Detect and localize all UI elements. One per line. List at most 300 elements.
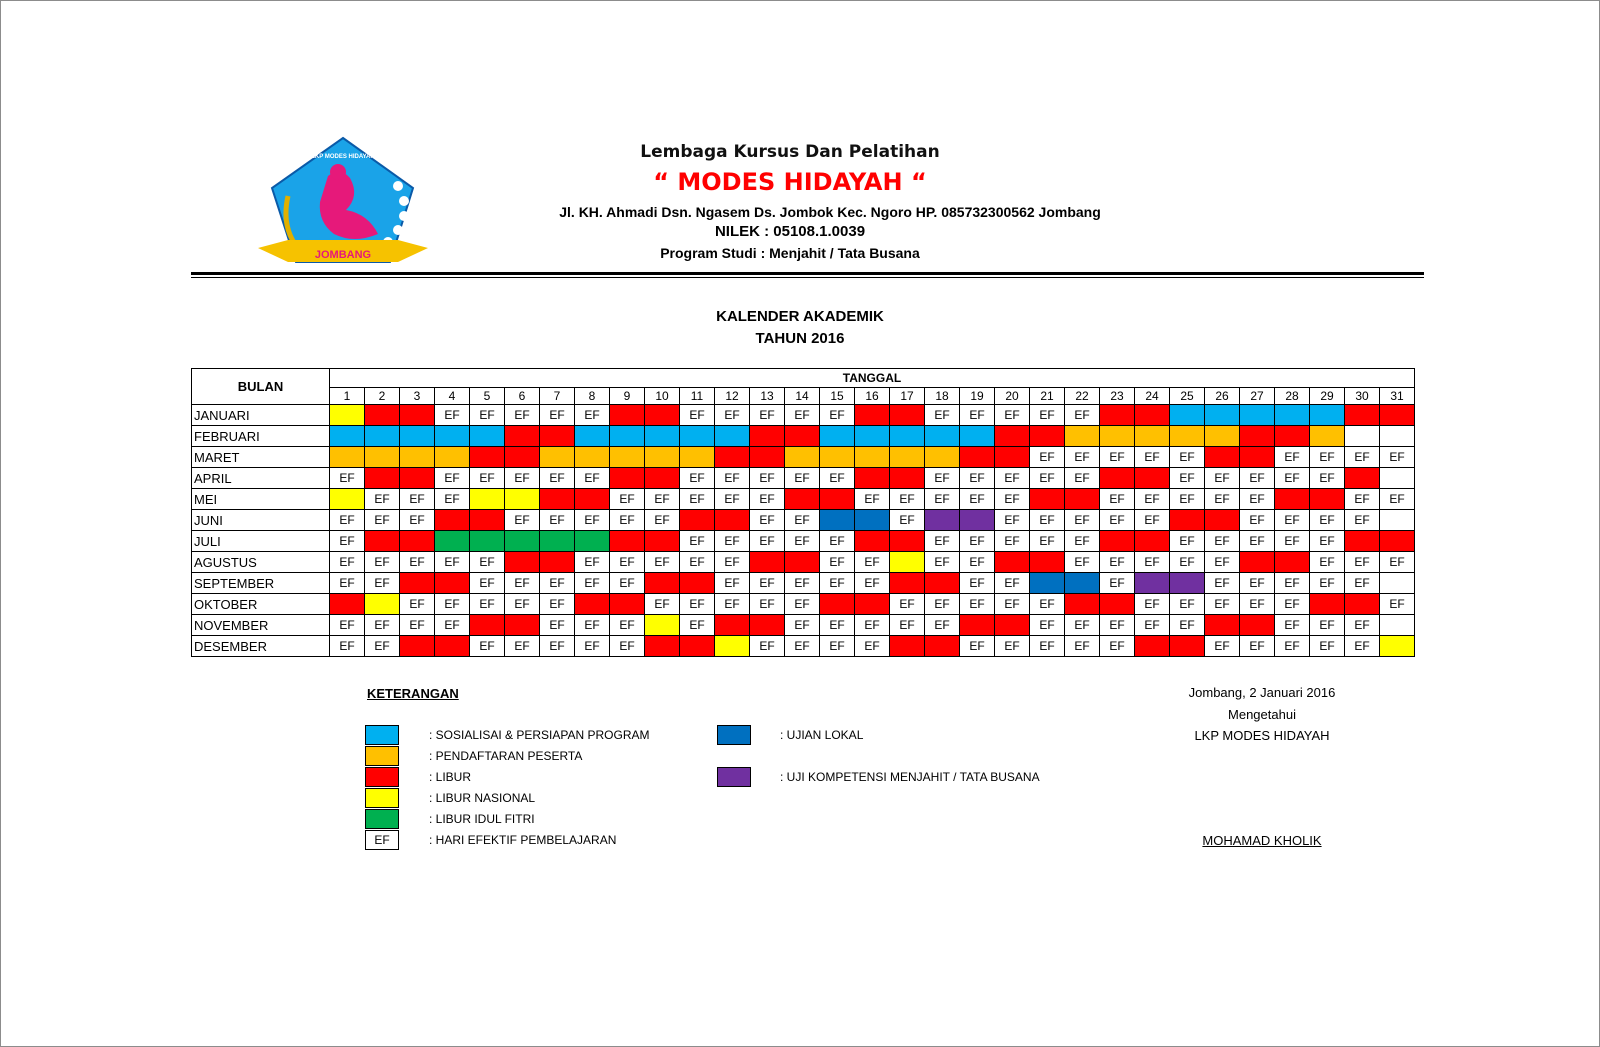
day-cell (505, 531, 540, 552)
day-cell: EF (1100, 573, 1135, 594)
day-cell (365, 447, 400, 468)
signature-place-date: Jombang, 2 Januari 2016 (1188, 685, 1336, 700)
day-cell (505, 447, 540, 468)
day-cell: EF (1240, 489, 1275, 510)
day-cell: EF (960, 594, 995, 615)
day-cell: EF (1275, 510, 1310, 531)
month-row-februari (192, 426, 1415, 447)
day-cell (435, 636, 470, 657)
day-cell (1380, 636, 1415, 657)
day-cell: EF (645, 594, 680, 615)
day-cell (960, 426, 995, 447)
day-cell: EF (1065, 552, 1100, 573)
day-cell: EF (1205, 489, 1240, 510)
legend-label-idul-fitri: : LIBUR IDUL FITRI (429, 812, 535, 826)
day-cell (995, 426, 1030, 447)
day-cell: EF (1380, 594, 1415, 615)
legend-label-uji-kompetensi: : UJI KOMPETENSI MENJAHIT / TATA BUSANA (780, 770, 1040, 784)
month-name: SEPTEMBER (192, 573, 330, 594)
day-cell (470, 510, 505, 531)
day-cell: EF (820, 636, 855, 657)
day-cell (1345, 426, 1380, 447)
day-cell (1030, 552, 1065, 573)
day-cell (575, 489, 610, 510)
day-cell: EF (610, 489, 645, 510)
day-cell (925, 447, 960, 468)
day-header-13: 13 (750, 388, 785, 405)
day-header-5: 5 (470, 388, 505, 405)
day-cell: EF (1030, 405, 1065, 426)
legend-label-sosialisasi: : SOSIALISAI & PERSIAPAN PROGRAM (429, 728, 650, 742)
day-cell (1170, 510, 1205, 531)
day-cell: EF (1310, 447, 1345, 468)
day-cell (1345, 531, 1380, 552)
day-cell: EF (470, 636, 505, 657)
day-cell: EF (715, 531, 750, 552)
day-cell (330, 405, 365, 426)
day-cell (1345, 405, 1380, 426)
day-cell (855, 447, 890, 468)
day-cell: EF (1135, 447, 1170, 468)
day-cell: EF (540, 573, 575, 594)
day-cell (470, 447, 505, 468)
day-cell (995, 552, 1030, 573)
study-program: Program Studi : Menjahit / Tata Busana (660, 245, 920, 261)
day-cell (855, 405, 890, 426)
day-cell: EF (925, 489, 960, 510)
day-cell: EF (820, 531, 855, 552)
day-cell: EF (575, 573, 610, 594)
day-cell: EF (1380, 489, 1415, 510)
logo-text-bottom: JOMBANG (314, 249, 372, 261)
day-cell: EF (1170, 489, 1205, 510)
day-cell (470, 615, 505, 636)
day-cell (365, 531, 400, 552)
day-cell (435, 573, 470, 594)
day-cell (540, 489, 575, 510)
day-cell: EF (575, 468, 610, 489)
month-row-mei (192, 489, 1415, 510)
day-cell: EF (1030, 468, 1065, 489)
day-cell (1170, 573, 1205, 594)
day-cell: EF (1170, 552, 1205, 573)
day-cell (1100, 531, 1135, 552)
day-cell: EF (330, 615, 365, 636)
day-header-30: 30 (1345, 388, 1380, 405)
day-cell: EF (400, 510, 435, 531)
day-cell: EF (1310, 552, 1345, 573)
day-cell: EF (330, 468, 365, 489)
day-cell: EF (750, 405, 785, 426)
day-cell: EF (1065, 468, 1100, 489)
day-cell: EF (1030, 636, 1065, 657)
legend-title: KETERANGAN (367, 686, 459, 701)
legend-swatch-sosialisasi (365, 725, 399, 745)
day-cell (1345, 594, 1380, 615)
day-cell: EF (995, 489, 1030, 510)
day-cell: EF (1345, 510, 1380, 531)
day-cell: EF (400, 615, 435, 636)
institution-nilek: NILEK : 05108.1.0039 (714, 223, 866, 240)
day-cell (575, 426, 610, 447)
day-cell (1205, 615, 1240, 636)
day-header-9: 9 (610, 388, 645, 405)
day-cell (1100, 594, 1135, 615)
day-cell (715, 510, 750, 531)
day-cell: EF (1205, 636, 1240, 657)
day-header-4: 4 (435, 388, 470, 405)
day-cell: EF (785, 573, 820, 594)
day-cell (715, 615, 750, 636)
day-cell: EF (1065, 447, 1100, 468)
day-cell: EF (1240, 636, 1275, 657)
day-cell (890, 636, 925, 657)
day-cell: EF (680, 594, 715, 615)
day-cell (610, 468, 645, 489)
day-cell: EF (540, 510, 575, 531)
day-cell: EF (960, 552, 995, 573)
day-cell: EF (960, 573, 995, 594)
legend-label-hari-efektif: : HARI EFEKTIF PEMBELAJARAN (429, 833, 617, 847)
day-cell: EF (470, 573, 505, 594)
day-cell: EF (1310, 510, 1345, 531)
day-cell: EF (1100, 615, 1135, 636)
day-cell: EF (1240, 510, 1275, 531)
day-cell: EF (750, 531, 785, 552)
day-cell: EF (995, 468, 1030, 489)
day-cell: EF (1170, 594, 1205, 615)
day-cell (1275, 552, 1310, 573)
day-cell: EF (1240, 468, 1275, 489)
month-row-desember (192, 636, 1415, 657)
day-cell: EF (995, 405, 1030, 426)
legend-swatch-libur-nasional (365, 788, 399, 808)
day-cell (645, 405, 680, 426)
day-cell (750, 552, 785, 573)
day-cell: EF (330, 552, 365, 573)
day-cell: EF (505, 636, 540, 657)
signature-name (1150, 833, 1374, 848)
day-cell: EF (1100, 510, 1135, 531)
day-cell (1205, 426, 1240, 447)
month-name: JULI (192, 531, 330, 552)
day-cell (1240, 447, 1275, 468)
day-cell (715, 447, 750, 468)
day-cell (1380, 573, 1415, 594)
day-header-31: 31 (1380, 388, 1415, 405)
day-cell: EF (820, 552, 855, 573)
day-cell: EF (995, 636, 1030, 657)
day-header-29: 29 (1310, 388, 1345, 405)
day-cell (715, 426, 750, 447)
day-cell (785, 426, 820, 447)
day-cell (575, 447, 610, 468)
day-cell (925, 510, 960, 531)
day-cell: EF (1310, 636, 1345, 657)
day-cell: EF (750, 636, 785, 657)
day-cell: EF (820, 615, 855, 636)
legend-label-ujian-lokal: : UJIAN LOKAL (780, 728, 864, 742)
day-cell (750, 615, 785, 636)
day-cell: EF (505, 594, 540, 615)
day-cell: EF (1275, 594, 1310, 615)
day-cell (400, 447, 435, 468)
day-cell: EF (610, 552, 645, 573)
signature-known-by: Mengetahui (1228, 707, 1296, 722)
day-cell (995, 447, 1030, 468)
day-header-20: 20 (995, 388, 1030, 405)
day-cell (1345, 468, 1380, 489)
day-cell (610, 447, 645, 468)
day-cell (1380, 405, 1415, 426)
day-cell (855, 468, 890, 489)
day-cell (925, 426, 960, 447)
day-cell: EF (1030, 510, 1065, 531)
day-cell: EF (855, 573, 890, 594)
month-row-september (192, 573, 1415, 594)
day-cell (890, 405, 925, 426)
day-cell: EF (715, 405, 750, 426)
legend-swatch-uji-kompetensi (717, 767, 751, 787)
month-name: AGUSTUS (192, 552, 330, 573)
day-cell: EF (1205, 468, 1240, 489)
day-cell: EF (575, 405, 610, 426)
day-cell: EF (540, 615, 575, 636)
day-header-3: 3 (400, 388, 435, 405)
day-cell: EF (750, 510, 785, 531)
day-cell: EF (960, 489, 995, 510)
month-row-agustus (192, 552, 1415, 573)
calendar-year: TAHUN 2016 (755, 330, 845, 347)
day-cell (575, 594, 610, 615)
day-cell: EF (365, 573, 400, 594)
day-cell: EF (470, 405, 505, 426)
header-divider-thick (191, 272, 1424, 275)
day-header-15: 15 (820, 388, 855, 405)
day-cell (820, 489, 855, 510)
day-cell (1310, 405, 1345, 426)
day-cell: EF (1135, 489, 1170, 510)
day-cell: EF (1345, 552, 1380, 573)
day-cell (1030, 426, 1065, 447)
day-cell: EF (540, 594, 575, 615)
day-cell: EF (715, 573, 750, 594)
day-cell: EF (365, 636, 400, 657)
day-cell (505, 489, 540, 510)
day-cell: EF (1030, 531, 1065, 552)
day-cell: EF (1310, 615, 1345, 636)
day-cell: EF (470, 552, 505, 573)
day-cell (1065, 426, 1100, 447)
day-cell (1380, 426, 1415, 447)
day-cell: EF (750, 489, 785, 510)
day-cell (435, 510, 470, 531)
month-row-november (192, 615, 1415, 636)
day-cell: EF (470, 468, 505, 489)
lkp-logo (258, 136, 428, 266)
day-cell: EF (1275, 573, 1310, 594)
day-cell: EF (1275, 615, 1310, 636)
day-cell (540, 447, 575, 468)
day-cell (435, 447, 470, 468)
day-cell: EF (505, 510, 540, 531)
day-cell: EF (1345, 615, 1380, 636)
calendar-body (192, 405, 1415, 657)
day-cell (575, 531, 610, 552)
day-header-1: 1 (330, 388, 365, 405)
day-cell: EF (435, 552, 470, 573)
day-cell (1380, 615, 1415, 636)
day-cell: EF (925, 468, 960, 489)
day-cell (645, 636, 680, 657)
day-header-10: 10 (645, 388, 680, 405)
day-cell (1205, 405, 1240, 426)
day-cell: EF (680, 489, 715, 510)
day-cell (785, 447, 820, 468)
day-cell: EF (1310, 573, 1345, 594)
day-header-25: 25 (1170, 388, 1205, 405)
day-cell (1310, 489, 1345, 510)
day-cell: EF (785, 405, 820, 426)
day-cell: EF (505, 405, 540, 426)
day-cell (1380, 510, 1415, 531)
day-cell (645, 447, 680, 468)
day-cell (1170, 426, 1205, 447)
day-cell: EF (1345, 489, 1380, 510)
day-cell (785, 489, 820, 510)
day-header-24: 24 (1135, 388, 1170, 405)
legend-swatch-libur (365, 767, 399, 787)
day-cell (925, 573, 960, 594)
day-cell (470, 426, 505, 447)
day-cell (330, 594, 365, 615)
day-cell (890, 552, 925, 573)
day-cell (680, 636, 715, 657)
day-cell: EF (1310, 531, 1345, 552)
day-cell (1065, 489, 1100, 510)
month-row-maret (192, 447, 1415, 468)
day-cell: EF (365, 510, 400, 531)
day-cell: EF (365, 615, 400, 636)
legend-label-libur-nasional: : LIBUR NASIONAL (429, 791, 536, 805)
signature-name-text: MOHAMAD KHOLIK (1202, 833, 1322, 848)
day-cell: EF (1205, 573, 1240, 594)
day-cell: EF (995, 531, 1030, 552)
day-cell: EF (890, 594, 925, 615)
day-cell (505, 615, 540, 636)
day-cell: EF (435, 468, 470, 489)
day-header-14: 14 (785, 388, 820, 405)
month-name: APRIL (192, 468, 330, 489)
day-cell: EF (890, 510, 925, 531)
day-cell: EF (960, 405, 995, 426)
day-header-21: 21 (1030, 388, 1065, 405)
day-cell: EF (1065, 405, 1100, 426)
day-cell (610, 531, 645, 552)
day-cell: EF (820, 468, 855, 489)
day-cell: EF (645, 552, 680, 573)
day-cell: EF (855, 552, 890, 573)
day-header-17: 17 (890, 388, 925, 405)
day-cell: EF (785, 468, 820, 489)
day-cell: EF (400, 489, 435, 510)
day-cell: EF (1205, 594, 1240, 615)
day-cell: EF (575, 510, 610, 531)
day-cell (855, 594, 890, 615)
day-cell (365, 468, 400, 489)
month-name: JANUARI (192, 405, 330, 426)
day-cell (680, 510, 715, 531)
day-cell: EF (1170, 531, 1205, 552)
day-cell: EF (330, 510, 365, 531)
day-cell (890, 447, 925, 468)
day-cell (540, 426, 575, 447)
month-row-januari (192, 405, 1415, 426)
month-name: JUNI (192, 510, 330, 531)
day-cell (1135, 531, 1170, 552)
day-cell (365, 594, 400, 615)
month-name: MEI (192, 489, 330, 510)
day-cell: EF (1065, 615, 1100, 636)
day-cell: EF (715, 594, 750, 615)
day-cell (820, 510, 855, 531)
day-cell: EF (750, 594, 785, 615)
day-cell (435, 426, 470, 447)
day-cell: EF (645, 489, 680, 510)
day-cell: EF (925, 552, 960, 573)
day-cell: EF (890, 489, 925, 510)
day-cell (960, 510, 995, 531)
day-cell (330, 489, 365, 510)
day-cell: EF (1030, 594, 1065, 615)
day-cell: EF (855, 489, 890, 510)
institution-type: Lembaga Kursus Dan Pelatihan (640, 142, 940, 162)
day-cell: EF (435, 405, 470, 426)
day-cell: EF (785, 615, 820, 636)
month-name: FEBRUARI (192, 426, 330, 447)
day-cell: EF (925, 531, 960, 552)
day-header-6: 6 (505, 388, 540, 405)
signature-organization: LKP MODES HIDAYAH (1194, 728, 1330, 743)
day-cell: EF (715, 468, 750, 489)
day-cell: EF (435, 594, 470, 615)
day-cell (470, 531, 505, 552)
day-cell: EF (785, 636, 820, 657)
day-cell (1135, 468, 1170, 489)
day-cell (1065, 573, 1100, 594)
day-cell (1310, 426, 1345, 447)
logo-text-top: LKP MODES HIDAYAH (311, 154, 375, 160)
day-cell: EF (1065, 510, 1100, 531)
day-cell: EF (1135, 510, 1170, 531)
day-cell: EF (1170, 615, 1205, 636)
day-cell: EF (645, 510, 680, 531)
day-cell: EF (1135, 615, 1170, 636)
day-cell (400, 468, 435, 489)
day-cell: EF (995, 510, 1030, 531)
day-cell (1135, 426, 1170, 447)
day-header-22: 22 (1065, 388, 1100, 405)
day-cell: EF (995, 573, 1030, 594)
day-cell: EF (680, 615, 715, 636)
day-cell (610, 426, 645, 447)
day-cell: EF (435, 489, 470, 510)
day-cell (1170, 405, 1205, 426)
day-cell (1240, 426, 1275, 447)
day-cell (400, 426, 435, 447)
month-column-header: BULAN (192, 369, 330, 405)
day-cell: EF (1345, 447, 1380, 468)
